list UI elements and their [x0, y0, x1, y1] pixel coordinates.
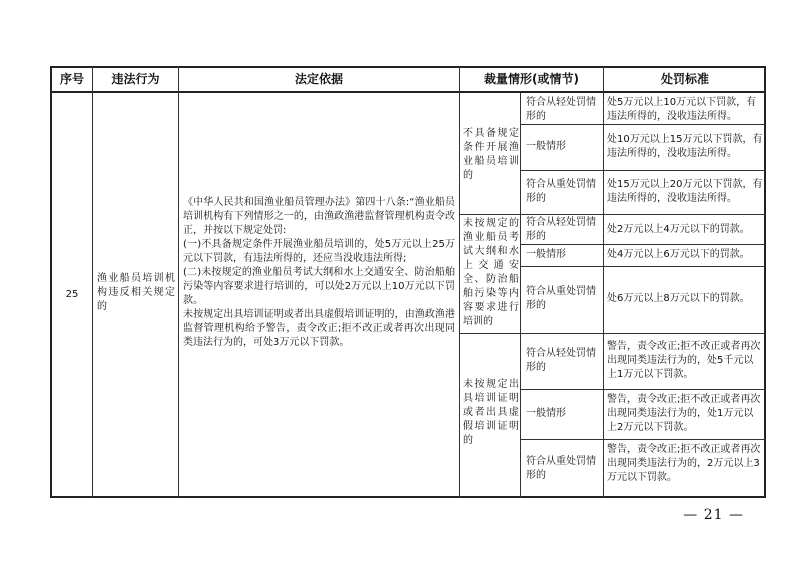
row-number: 25	[65, 289, 79, 300]
level-text: 符合从轻处罚情形的	[526, 97, 596, 122]
header-number: 序号	[59, 72, 84, 86]
standard-text: 处6万元以上8万元以下的罚款。	[607, 293, 750, 304]
level-text: 符合从重处罚情形的	[526, 286, 596, 311]
group-divider	[459, 333, 766, 334]
header-violation: 违法行为	[111, 72, 160, 86]
header-standard: 处罚标准	[660, 72, 709, 86]
column-divider	[178, 66, 179, 498]
standard-text: 处2万元以上4万元以下的罚款。	[607, 224, 750, 235]
standard-text: 警告，责令改正;拒不改正或者再次出现同类违法行为的，2万元以上3万元以下罚款。	[607, 444, 761, 483]
standard-text: 处15万元以上20万元以下罚款，有违法所得的，没收违法所得。	[607, 179, 763, 204]
legal-basis-paragraph: 未按规定出具培训证明或者出具虚假培训证明的，由渔政渔港监督管理机构给予警告，责令改正;拒不改正或者再次出现同类违法行为的，可处3万元以下罚款。	[183, 309, 455, 348]
situation-text: 不具备规定条件开展渔业船员培训的	[463, 128, 519, 181]
level-text: 符合从重处罚情形的	[526, 179, 596, 204]
header-situation: 裁量情形(或情节)	[484, 72, 579, 86]
level-text: 一般情形	[526, 249, 566, 260]
level-text: 符合从轻处罚情形的	[526, 217, 596, 242]
row-divider	[520, 439, 766, 440]
row-divider	[520, 389, 766, 390]
level-text: 符合从重处罚情形的	[526, 456, 596, 481]
standard-text: 处5万元以上10万元以下罚款，有违法所得的，没收违法所得。	[607, 97, 757, 122]
standard-text: 处4万元以上6万元以下的罚款。	[607, 249, 750, 260]
violation-text: 渔业船员培训机构违反相关规定的	[97, 273, 175, 312]
row-divider	[520, 124, 766, 125]
group-divider	[459, 214, 766, 215]
legal-basis-paragraph: 《中华人民共和国渔业船员管理办法》第四十八条:“渔业船员培训机构有下列情形之一的，由渔政渔港监督管理机构责令改正，并按以下规定处罚:	[183, 197, 455, 236]
row-divider	[520, 266, 766, 267]
legal-basis	[183, 196, 455, 350]
page-number: — 21 —	[683, 507, 744, 523]
column-divider	[92, 66, 93, 498]
header-divider	[50, 91, 766, 93]
situation-text: 未按规定出具培训证明或者出具虚假培训证明的	[463, 379, 519, 446]
standard-text: 处10万元以上15万元以下罚款，有违法所得的，没收违法所得。	[607, 134, 763, 159]
situation-text: 未按规定的渔业船员考试大纲和水上交通安全、防治船舶污染等内容要求进行培训的	[463, 218, 519, 327]
standard-text: 警告，责令改正;拒不改正或者再次出现同类违法行为的，处5千元以上1万元以下罚款。	[607, 341, 761, 380]
legal-basis-paragraph: (一)不具备规定条件开展渔业船员培训的，处5万元以上25万元以下罚款，有违法所得的，还应当没收违法所得;	[183, 239, 455, 264]
column-divider	[459, 66, 460, 498]
level-text: 一般情形	[526, 408, 566, 419]
row-divider	[520, 170, 766, 171]
level-text: 符合从轻处罚情形的	[526, 348, 596, 373]
standard-text: 警告，责令改正;拒不改正或者再次出现同类违法行为的，处1万元以上2万元以下罚款。	[607, 394, 761, 433]
row-divider	[520, 244, 766, 245]
level-text: 一般情形	[526, 141, 566, 152]
column-divider	[603, 66, 604, 498]
column-divider	[520, 93, 521, 498]
legal-basis-paragraph: (二)未按规定的渔业船员考试大纲和水上交通安全、防治船舶污染等内容要求进行培训的，可以处2万元以上10万元以下罚款。	[183, 267, 455, 306]
header-legal-basis: 法定依据	[294, 72, 343, 86]
